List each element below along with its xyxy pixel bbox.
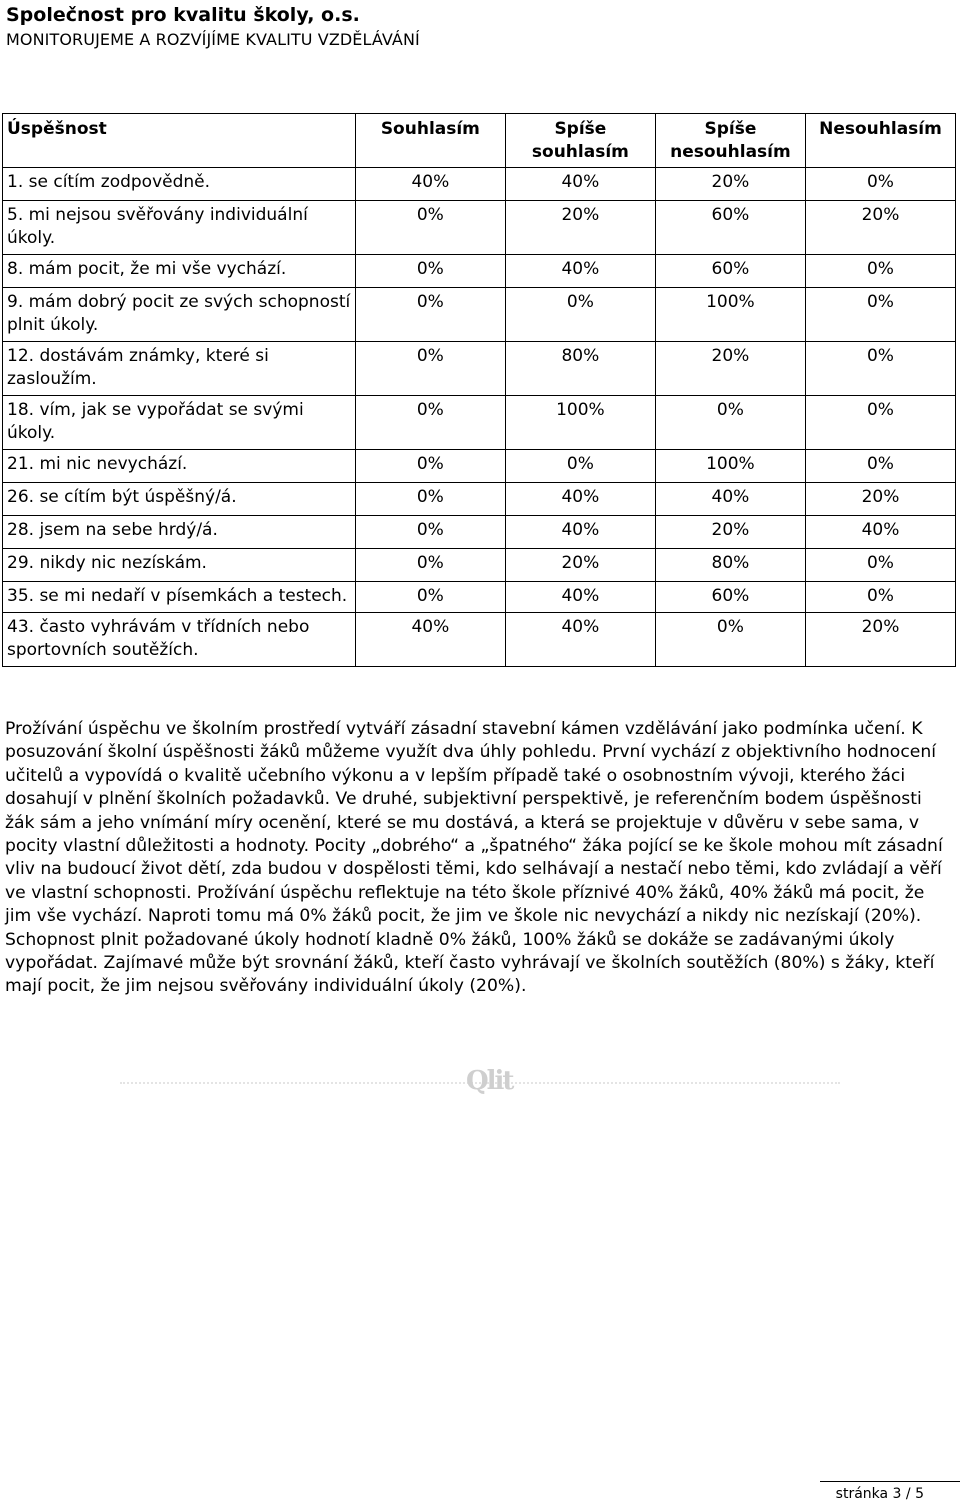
value-cell: 60% (655, 582, 805, 613)
table-row (3, 450, 956, 483)
value-cell: 20% (805, 483, 955, 516)
value-cell: 0% (355, 549, 505, 582)
table-row (3, 483, 956, 516)
page-number: stránka 3 / 5 (835, 1486, 924, 1502)
value-cell: 0% (355, 342, 505, 396)
question-cell: 28. jsem na sebe hrdý/á. (3, 516, 356, 549)
value-cell: 20% (655, 342, 805, 396)
value-cell: 40% (505, 582, 655, 613)
table-row (3, 613, 956, 667)
table-header-row (3, 114, 956, 168)
value-cell: 100% (655, 288, 805, 342)
value-cell: 0% (655, 613, 805, 667)
table-row (3, 516, 956, 549)
value-cell: 0% (355, 255, 505, 288)
value-cell: 40% (655, 483, 805, 516)
table-row (3, 582, 956, 613)
table-row (3, 201, 956, 255)
table-row (3, 288, 956, 342)
summary-paragraph: Prožívání úspěchu ve školním prostředí vytváří zásadní stavební kámen vzdělávání jako podmínka učení. K posuzování školní úspěšnosti žáků můžeme využít dva úhly pohledu. První vychází z objektivního hodnocení učitelů a vypovídá o kvalitě učebního výkonu a v lepším případě také o osobnostním vývoji, kterého žáci dosahují v plnění školních požadavků. Ve druhé, subjektivní perspektivě, je referenčním bodem úspěšnosti žák sám a jeho vnímání míry ocenění, které se mu dostává, a která se projektuje v důvěru v sebe sama, v pocity vlastní důležitosti a hodnoty. Pocity „dobrého“ a „špatného“ žáka pojící se ke škole mohou mít zásadní vliv na budoucí život dětí, zda budou v dospělosti těmi, kdo selhávají a nestačí nebo těmi, kdo zvládají a věří ve vlastní schopnosti. Prožívání úspěchu reflektuje na této škole příznivé 40% žáků, 40% žáků má pocit, že jim vše vychází. Naproti tomu má 0% žáků pocit, že jim ve škole nic nevychází a nikdy nic nezískají (20%). Schopnost plnit požadované úkoly hodnotí kladně 0% žáků, 100% žáků se dokáže se zadávanými úkoly vypořádat. Zajímavé může být srovnání žáků, kteří často vyhrávají ve školních soutěžích (80%) s žáky, kteří mají pocit, že jim nejsou svěřovány individuální úkoly (20%). (5, 719, 943, 997)
question-cell: 18. vím, jak se vypořádat se svými úkoly. (3, 396, 356, 450)
logo-watermark: Qlit (466, 1066, 513, 1096)
document-header (6, 2, 420, 52)
value-cell: 20% (655, 168, 805, 201)
question-cell: 12. dostávám známky, které si zasloužím. (3, 342, 356, 396)
question-cell: 9. mám dobrý pocit ze svých schopností plnit úkoly. (3, 288, 356, 342)
value-cell: 40% (355, 168, 505, 201)
table-row (3, 549, 956, 582)
column-header-rather-agree: Spíše souhlasím (505, 114, 655, 168)
column-header-rather-disagree: Spíše nesouhlasím (655, 114, 805, 168)
value-cell: 0% (355, 450, 505, 483)
question-cell: 43. často vyhrávám v třídních nebo sportovních soutěžích. (3, 613, 356, 667)
value-cell: 0% (805, 450, 955, 483)
value-cell: 40% (505, 168, 655, 201)
question-cell: 29. nikdy nic nezískám. (3, 549, 356, 582)
value-cell: 0% (505, 450, 655, 483)
value-cell: 0% (655, 396, 805, 450)
question-cell: 35. se mi nedaří v písemkách a testech. (3, 582, 356, 613)
value-cell: 0% (805, 288, 955, 342)
value-cell: 20% (805, 201, 955, 255)
value-cell: 0% (805, 549, 955, 582)
value-cell: 100% (655, 450, 805, 483)
value-cell: 0% (805, 255, 955, 288)
value-cell: 80% (505, 342, 655, 396)
value-cell: 20% (805, 613, 955, 667)
column-header-agree: Souhlasím (355, 114, 505, 168)
value-cell: 0% (805, 582, 955, 613)
value-cell: 60% (655, 255, 805, 288)
column-header-topic: Úspěšnost (3, 114, 356, 168)
value-cell: 40% (355, 613, 505, 667)
value-cell: 100% (505, 396, 655, 450)
value-cell: 60% (655, 201, 805, 255)
value-cell: 0% (805, 396, 955, 450)
footer-divider (820, 1481, 960, 1482)
value-cell: 40% (505, 516, 655, 549)
value-cell: 40% (505, 483, 655, 516)
table-row (3, 255, 956, 288)
value-cell: 20% (505, 201, 655, 255)
table-row (3, 168, 956, 201)
table-row (3, 342, 956, 396)
value-cell: 0% (505, 288, 655, 342)
value-cell: 0% (355, 582, 505, 613)
question-cell: 5. mi nejsou svěřovány individuální úkoly. (3, 201, 356, 255)
value-cell: 20% (655, 516, 805, 549)
question-cell: 1. se cítím zodpovědně. (3, 168, 356, 201)
value-cell: 0% (355, 516, 505, 549)
value-cell: 40% (805, 516, 955, 549)
question-cell: 8. mám pocit, že mi vše vychází. (3, 255, 356, 288)
value-cell: 0% (805, 168, 955, 201)
value-cell: 40% (505, 613, 655, 667)
value-cell: 20% (505, 549, 655, 582)
value-cell: 0% (805, 342, 955, 396)
question-cell: 26. se cítím být úspěšný/á. (3, 483, 356, 516)
value-cell: 0% (355, 396, 505, 450)
organization-motto: MONITORUJEME A ROZVÍJÍME KVALITU VZDĚLÁVÁNÍ (6, 30, 420, 49)
value-cell: 0% (355, 483, 505, 516)
table-row (3, 396, 956, 450)
value-cell: 0% (355, 201, 505, 255)
value-cell: 40% (505, 255, 655, 288)
organization-name: Společnost pro kvalitu školy, o.s. (6, 4, 360, 26)
value-cell: 80% (655, 549, 805, 582)
value-cell: 0% (355, 288, 505, 342)
question-cell: 21. mi nic nevychází. (3, 450, 356, 483)
column-header-disagree: Nesouhlasím (805, 114, 955, 168)
results-table (2, 113, 956, 667)
